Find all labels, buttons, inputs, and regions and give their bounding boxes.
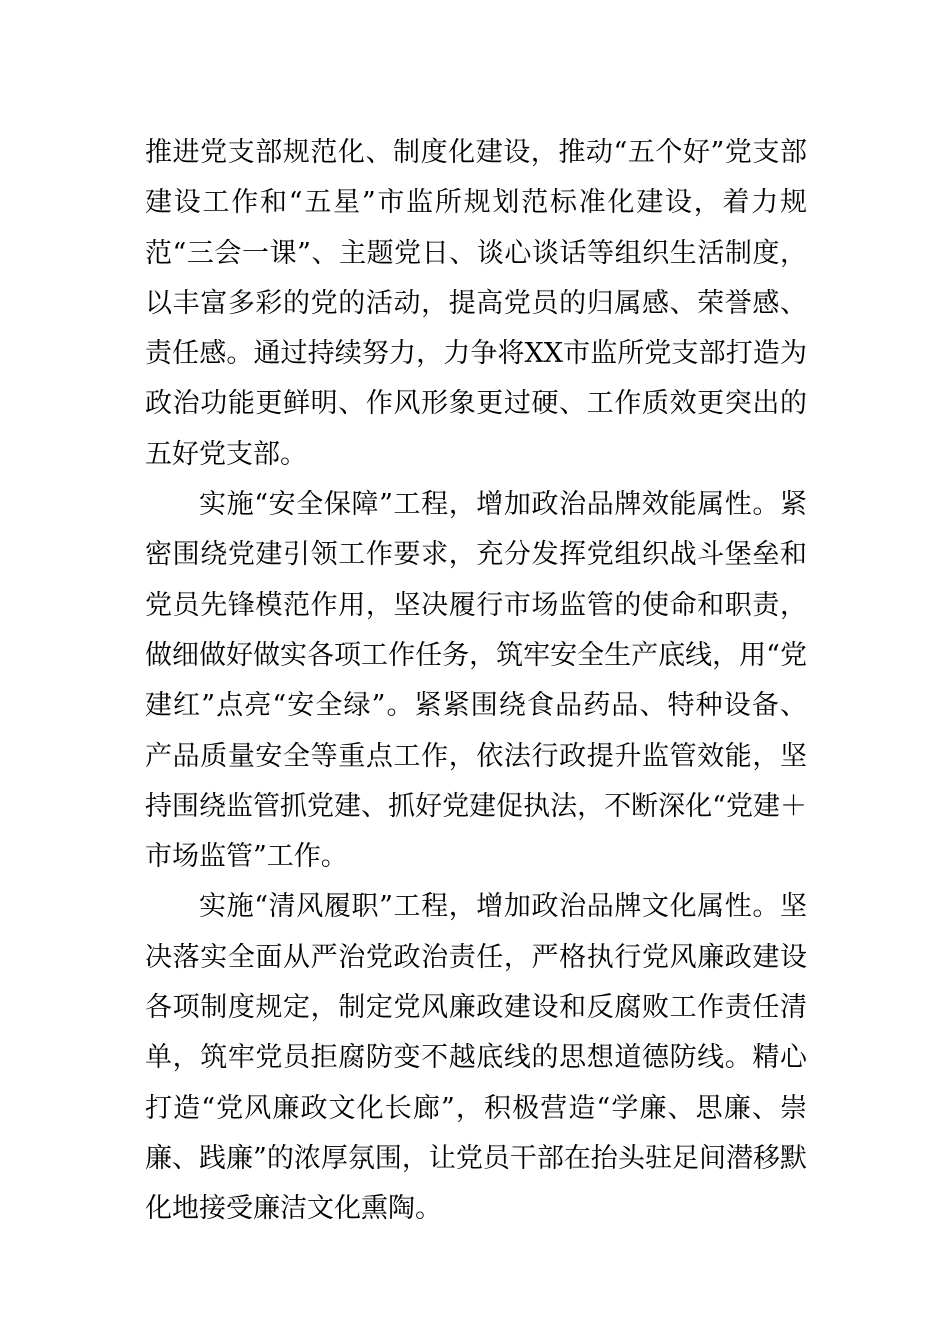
paragraph-clean-governance: 实施“清风履职”工程，增加政治品牌文化属性。坚决落实全面从严治党政治责任，严格执行党风廉政建设各项制度规定，制定党风廉政建设和反腐败工作责任清单，筑牢党员拒腐防变不越底线的思想道德防线。精心打造“党风廉政文化长廊”，积极营造“学廉、思廉、崇廉、践廉”的浓厚氛围，让党员干部在抬头驻足间潜移默化地接受廉洁文化熏陶。 — [145, 891, 807, 1225]
paragraph-safety-guarantee: 实施“安全保障”工程，增加政治品牌效能属性。紧密围绕党建引领工作要求，充分发挥党组织战斗堡垒和党员先锋模范作用，坚决履行市场监管的使命和职责，做细做好做实各项工作任务，筑牢安全生产底线，用“党建红”点亮“安全绿”。紧紧围绕食品药品、特种设备、产品质量安全等重点工作，依法行政提升监管效能，坚持围绕监管抓党建、抓好党建促执法，不断深化“党建＋市场监管”工作。 — [145, 489, 807, 873]
paragraph-continuation: 推进党支部规范化、制度化建设，推动“五个好”党支部建设工作和“五星”市监所规划范标准化建设，着力规范“三会一课”、主题党日、谈心谈话等组织生活制度，以丰富多彩的党的活动，提高党员的归属感、荣誉感、责任感。通过持续努力，力争将XX市监所党支部打造为政治功能更鲜明、作风形象更过硬、工作质效更突出的五好党支部。 — [145, 137, 807, 470]
document-body — [145, 128, 807, 1235]
